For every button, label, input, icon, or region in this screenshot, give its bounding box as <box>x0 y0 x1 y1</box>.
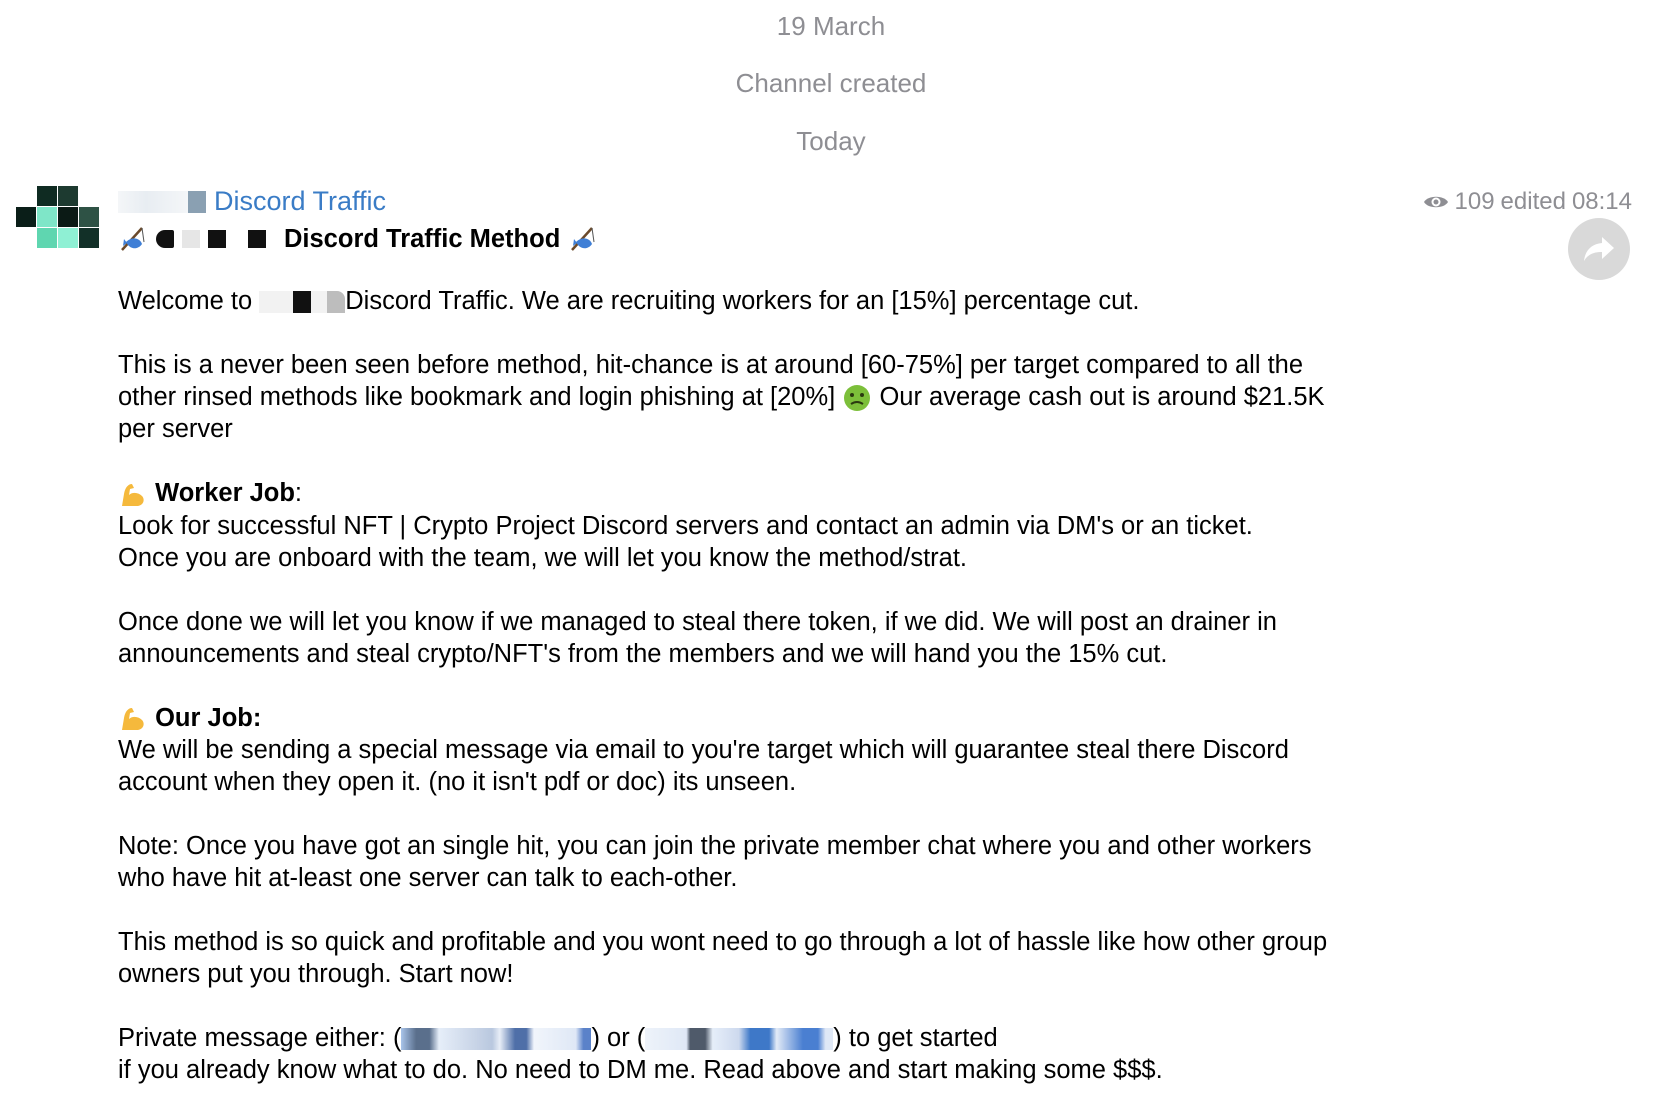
flexed-biceps-icon <box>118 704 148 734</box>
pm-mid: ) or ( <box>591 1023 646 1052</box>
post-body <box>118 222 1438 1086</box>
sender-name[interactable] <box>118 186 386 217</box>
redacted-block <box>208 230 226 248</box>
redacted-name-block <box>188 191 206 213</box>
worker-heading-line <box>118 477 1438 509</box>
eye-icon <box>1423 193 1449 211</box>
method-line-3: per server <box>118 415 233 444</box>
redacted-username-link[interactable] <box>401 1028 591 1050</box>
done-line-2: announcements and steal crypto/NFT's from the members and we will hand you the 15% cut. <box>118 639 1168 668</box>
last-line: if you already know what to do. No need to DM me. Read above and start making some $$$. <box>118 1055 1163 1084</box>
redacted-group-name <box>259 291 293 313</box>
date-separator: 19 March <box>776 11 886 41</box>
method-line-2a: other rinsed methods like bookmark and login phishing at [20%] <box>118 383 836 411</box>
done-line-1: Once done we will let you know if we managed to steal there token, if we did. We will post an drainer in <box>118 607 1277 636</box>
worker-heading: Worker Job <box>155 479 295 508</box>
pm-prefix: Private message either: ( <box>118 1023 402 1052</box>
avatar[interactable] <box>16 186 96 248</box>
redacted-group-name <box>327 291 345 313</box>
post-meta <box>1423 188 1633 216</box>
welcome-prefix: Welcome to <box>118 287 253 315</box>
redacted-block <box>234 230 240 248</box>
flexed-biceps-icon <box>118 480 148 510</box>
today-separator: Today <box>796 126 866 156</box>
our-heading: Our Job: <box>155 703 262 732</box>
sender-name-label: Discord Traffic <box>214 186 387 216</box>
private-message-line <box>118 1022 1438 1054</box>
method-line-1: This is a never been seen before method, hit-chance is at around [60-75%] per target compared to all the <box>118 351 1304 379</box>
post-title: Discord Traffic Method <box>284 225 561 253</box>
redacted-block <box>156 230 174 248</box>
worker-line-1: Look for successful NFT | Crypto Project Discord servers and contact an admin via DM's or an ticket. <box>118 511 1253 540</box>
redacted-group-name <box>311 291 327 313</box>
redacted-username-link[interactable] <box>645 1028 833 1050</box>
method-line-2 <box>118 381 1438 413</box>
redacted-group-name <box>293 291 311 313</box>
our-line-1: We will be sending a special message via email to you're target which will guarantee steal there Discord <box>118 735 1289 764</box>
note-line-1: Note: Once you have got an single hit, you can join the private member chat where you and other workers <box>118 831 1312 860</box>
welcome-line <box>118 285 1438 317</box>
fishing-pole-icon <box>568 224 598 254</box>
our-line-2: account when they open it. (no it isn't pdf or doc) its unseen. <box>118 767 797 796</box>
post-title-line <box>118 222 1438 256</box>
redacted-block <box>248 230 266 248</box>
quick-line-1: This method is so quick and profitable and you wont need to go through a lot of hassle like how other group <box>118 927 1328 956</box>
pm-suffix: ) to get started <box>833 1023 998 1052</box>
redacted-block <box>182 230 200 248</box>
redacted-name-block <box>118 191 188 213</box>
our-heading-line <box>118 702 1438 734</box>
fishing-pole-icon <box>118 224 148 254</box>
post-time: 08:14 <box>1571 188 1632 215</box>
welcome-rest: Discord Traffic. We are recruiting workers for an [15%] percentage cut. <box>345 287 1140 315</box>
channel-created-notice: Channel created <box>735 68 927 98</box>
quick-line-2: owners put you through. Start now! <box>118 959 514 988</box>
edited-label: edited <box>1500 188 1566 215</box>
worker-line-2: Once you are onboard with the team, we will let you know the method/strat. <box>118 543 968 572</box>
forward-icon <box>1582 235 1616 263</box>
forward-button[interactable] <box>1568 218 1630 280</box>
nauseated-face-icon <box>842 383 872 413</box>
worker-colon: : <box>294 479 303 508</box>
method-line-2b: Our average cash out is around $21.5K <box>879 383 1325 411</box>
view-count: 109 <box>1454 188 1495 215</box>
note-line-2: who have hit at-least one server can talk to each-other. <box>118 863 738 892</box>
